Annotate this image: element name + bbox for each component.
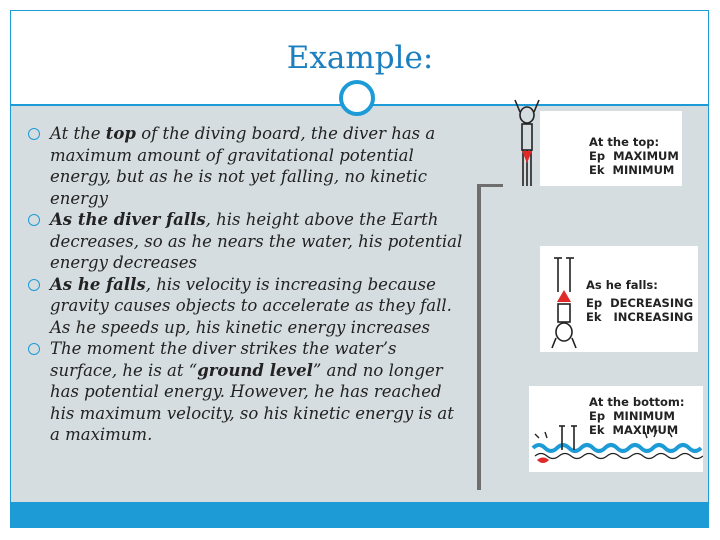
bullet-circle-icon	[28, 214, 40, 226]
bullet-emphasis: As the diver falls	[50, 210, 206, 229]
panel-at-bottom	[529, 386, 703, 472]
splash-drops	[535, 430, 672, 438]
bullet-circle-icon	[28, 343, 40, 355]
bullet-emphasis: top	[105, 124, 136, 143]
top-heading: At the top:	[589, 135, 660, 149]
bullet-text: , his velocity is increasing because gravity causes objects to accelerate as they fall. As he speeds up, his kinetic energy increases	[50, 274, 452, 337]
falls-ek: Ek INCREASING	[586, 310, 694, 324]
diving-board	[477, 184, 503, 187]
bullet-circle-icon	[28, 279, 40, 291]
bullet-text: At the	[50, 124, 106, 143]
diver-swimsuit-bottom	[537, 458, 549, 464]
bullet-emphasis: As he falls	[50, 274, 146, 294]
bullet-text: ” and no longer has potential energy. However, he has reached his maximum velocity, so his kinetic energy is at a maximum.	[50, 360, 454, 444]
panel-at-top	[540, 111, 682, 186]
water-line	[535, 454, 703, 459]
bullet-item	[26, 123, 466, 209]
bullet-text: , his height above the Earth decreases, so as he nears the water, his potential energy decreases	[50, 210, 463, 272]
bottom-ek: Ek MAXIMUM	[589, 423, 679, 437]
footer-bar	[11, 502, 708, 527]
diver-falling-figure	[548, 256, 584, 352]
bottom-ep: Ep MINIMUM	[589, 409, 675, 423]
bullet-list	[26, 123, 466, 446]
top-ep: Ep MAXIMUM	[589, 149, 679, 163]
falls-heading: As he falls:	[586, 278, 658, 292]
slide-title: Example:	[286, 40, 434, 76]
bottom-heading: At the bottom:	[589, 395, 685, 409]
falls-ep: Ep DECREASING	[586, 296, 694, 310]
diver-upside-down	[552, 258, 576, 348]
diver-swimsuit-falling	[557, 290, 571, 302]
top-ek: Ek MINIMUM	[589, 163, 675, 177]
bullet-item	[26, 274, 466, 339]
bullet-emphasis: ground level	[197, 360, 313, 380]
bullet-text: of the diving board, the diver has a maximum amount of gravitational potential energy, but as he is not yet falling, no kinetic energy	[50, 124, 436, 208]
bullet-item	[26, 338, 466, 446]
bullet-text: The moment the diver strikes the water’s surface, he is at “	[50, 339, 397, 380]
diving-board-svg	[470, 96, 510, 496]
diving-board-post	[477, 186, 481, 490]
bullet-circle-icon	[28, 128, 40, 140]
diver-standing	[515, 100, 539, 186]
diver-top-figure	[505, 96, 545, 192]
bullet-item	[26, 209, 466, 274]
water-wave	[533, 445, 701, 451]
water-splash-svg	[529, 386, 703, 472]
divider-circle-icon	[339, 80, 375, 116]
